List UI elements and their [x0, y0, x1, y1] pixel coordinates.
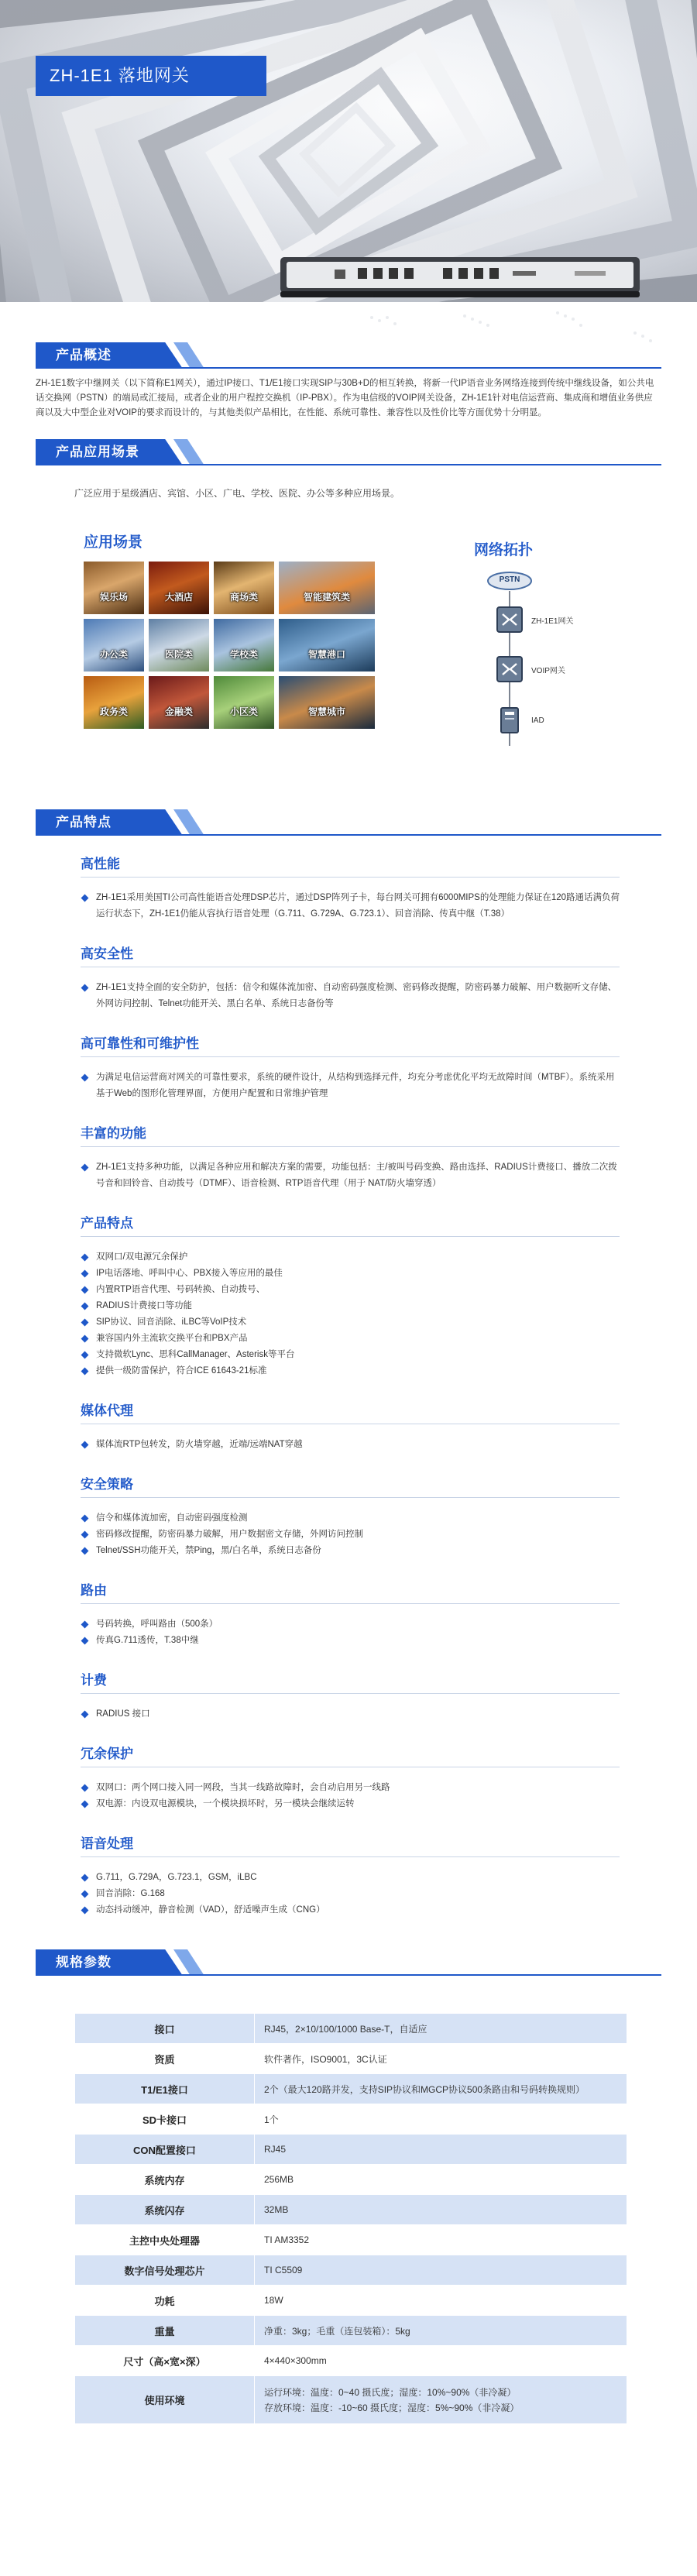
- header-line: [36, 1974, 661, 1976]
- bullet-item: 内置RTP语音代理、号码转换、自动拨号、: [81, 1282, 620, 1298]
- feature-title: 高可靠性和可维护性: [81, 1036, 199, 1051]
- feature-bullets: [0, 1070, 697, 1102]
- voip-node-label: VOIP网关: [531, 667, 565, 675]
- spec-value-multiline: [255, 2376, 627, 2424]
- bullet-item: 为满足电信运营商对网关的可靠性要求，系统的硬件设计，从结构到选择元件，均充分考虑优化平均无故障时间（MTBF）。系统采用基于Web的图形化管理界面，方便用户配置和日常维护管理: [81, 1070, 620, 1102]
- bullet-item: 媒体流RTP包转发，防火墙穿越，近端/远端NAT穿越: [81, 1437, 620, 1453]
- spec-value: 4×440×300mm: [255, 2346, 627, 2376]
- tile-mall: 商场类: [214, 562, 274, 614]
- feature-rich-functions: [0, 1122, 697, 1192]
- feature-bullets: [0, 1706, 697, 1722]
- overview-section: [0, 342, 697, 421]
- feature-high-performance: [0, 853, 697, 922]
- bullet-item: 动态抖动缓冲，静音检测（VAD），舒适噪声生成（CNG）: [81, 1902, 620, 1918]
- feature-bullets: [0, 1510, 697, 1559]
- spec-value: 32MB: [255, 2195, 627, 2225]
- feature-title: 冗余保护: [81, 1747, 133, 1761]
- tile-smart-city: 智慧城市: [279, 676, 375, 729]
- bullet-item: 兼容国内外主流软交换平台和PBX产品: [81, 1331, 620, 1347]
- scenario-intro: 广泛应用于星级酒店、宾馆、小区、广电、学校、医院、办公等多种应用场景。: [74, 488, 400, 499]
- feature-title: 路由: [81, 1583, 107, 1598]
- specs-table-wrap: [0, 2013, 697, 2447]
- spec-key: 尺寸（高×宽×深）: [75, 2346, 255, 2376]
- header-line: [36, 367, 661, 369]
- features-section: [0, 809, 697, 836]
- feature-title: 语音处理: [81, 1836, 133, 1851]
- hero-banner: [0, 0, 697, 302]
- features-header: [36, 809, 661, 836]
- feature-title: 丰富的功能: [81, 1126, 146, 1141]
- feature-reliability: [0, 1032, 697, 1102]
- spec-key: 系统闪存: [75, 2195, 255, 2225]
- bullet-item: IP电话落地、呼叫中心、PBX接入等应用的最佳: [81, 1266, 620, 1282]
- feature-rule: [81, 1236, 620, 1237]
- feature-voice: [0, 1832, 697, 1918]
- feature-rule: [81, 1056, 620, 1057]
- scenario-heading: 产品应用场景: [56, 445, 139, 459]
- feature-title: 媒体代理: [81, 1403, 133, 1418]
- specs-section: [0, 1949, 697, 1976]
- product-title: ZH-1E1 落地网关: [36, 56, 266, 96]
- feature-rule: [81, 1603, 620, 1604]
- feature-title: 产品特点: [81, 1216, 133, 1231]
- spec-value-line: 存放环境：温度：-10~60 摄氏度；湿度：5%~90%（非冷凝）: [264, 2402, 520, 2413]
- spec-row: [75, 2346, 627, 2376]
- feature-bullets: [0, 1616, 697, 1649]
- bullet-item: 双电源：内设双电源模块，一个模块损坏时，另一模块会继续运转: [81, 1796, 620, 1812]
- spec-row: [75, 2255, 627, 2286]
- spec-row: [75, 2376, 627, 2424]
- spec-key: 系统内存: [75, 2165, 255, 2195]
- bullet-item: RADIUS 接口: [81, 1706, 620, 1722]
- spec-row: [75, 2135, 627, 2165]
- spec-key: 功耗: [75, 2286, 255, 2316]
- tile-community: 小区类: [214, 676, 274, 729]
- gateway-device-image: [280, 256, 640, 299]
- tile-smart-port: 智慧港口: [279, 619, 375, 671]
- spec-key: T1/E1接口: [75, 2074, 255, 2104]
- spec-value: 1个: [255, 2104, 627, 2135]
- feature-redundancy: [0, 1743, 697, 1812]
- feature-bullets: [0, 1249, 697, 1379]
- topology-title: 网络拓扑: [474, 542, 534, 558]
- tile-school: 学校类: [214, 619, 274, 671]
- bullet-item: ZH-1E1支持全面的安全防护，包括：信令和媒体流加密、自动密码强度检测、密码修改提醒，防密码暴力破解、用户数据听文存储、外网访问控制、Telnet功能开关、黑白名单、系统日志备份等: [81, 980, 620, 1012]
- tile-hospital: 医院类: [149, 619, 209, 671]
- spec-row: [75, 2316, 627, 2346]
- feature-bullets: [0, 1159, 697, 1192]
- overview-header: [36, 342, 661, 369]
- tile-office: 办公类: [84, 619, 144, 671]
- bullet-item: 传真G.711透传，T.38中继: [81, 1633, 620, 1649]
- feature-product: [0, 1212, 697, 1379]
- bullet-item: ZH-1E1采用美国TI公司高性能语音处理DSP芯片，通过DSP阵列子卡，每台网关可拥有6000MIPS的处理能力保证在120路通话满负荷运行状态下，ZH-1E1仍能从容执行语音处理（G.711、G.729A、G.723.1）、回音消除、传真中继（T.38）: [81, 890, 620, 922]
- feature-blocks: [0, 853, 697, 1918]
- spec-key: 接口: [75, 2014, 255, 2044]
- tile-smart-building: 智能建筑类: [279, 562, 375, 614]
- feature-routing: [0, 1579, 697, 1649]
- bullet-item: Telnet/SSH功能开关，禁Ping，黑/白名单，系统日志备份: [81, 1543, 620, 1559]
- spec-row: [75, 2195, 627, 2225]
- bullet-item: SIP协议、回音消除、iLBC等VoIP技术: [81, 1314, 620, 1331]
- spec-value: TI AM3352: [255, 2225, 627, 2255]
- bullet-item: 双网口：两个网口接入同一网段，当其一线路故障时，会自动启用另一线路: [81, 1780, 620, 1796]
- specs-table: [74, 2013, 627, 2424]
- feature-rule: [81, 1146, 620, 1147]
- bullet-item: ZH-1E1支持多种功能，以满足各种应用和解决方案的需要，功能包括：主/被叫号码变换、路由选择、RADIUS计费接口、播放二次拨号音和回铃音、自动拨号（DTMF）、语音检测、RTP语音代理（用于 NAT/防火墙穿透）: [81, 1159, 620, 1192]
- specs-header: [36, 1949, 661, 1976]
- tile-finance: 金融类: [149, 676, 209, 729]
- overview-text: ZH-1E1数字中继网关（以下简称E1网关），通过IP接口、T1/E1接口实现SIP与30B+D的相互转换，将新一代IP语音业务网络连接到传统中继线设备，如公共电话交换网（PSTN）的端局或汇接局，或者企业的用户程控交换机（IP-PBX）。作为电信级的VOIP网关设备，ZH-1E1针对电信运营商、集成商和增值业务供应商以及大中型企业对VOIP的要求而设计的，与其他类似产品相比，在性能、系统可靠性、兼容性以及性价比等方面优势十分明显。: [36, 379, 654, 417]
- bullet-item: 支持微软Lync、思科CallManager、Asterisk等平台: [81, 1347, 620, 1363]
- tile-entertainment: 娱乐场: [84, 562, 144, 614]
- bullet-item: 信令和媒体流加密，自动密码强度检测: [81, 1510, 620, 1527]
- pstn-label: PSTN: [499, 575, 520, 584]
- gateway-node-icon: [496, 606, 523, 633]
- feature-bullets: [0, 1780, 697, 1812]
- feature-rule: [81, 1856, 620, 1857]
- bullet-item: 密码修改提醒，防密码暴力破解，用户数据密文存储，外网访问控制: [81, 1527, 620, 1543]
- spec-key: SD卡接口: [75, 2104, 255, 2135]
- voip-node-icon: [496, 656, 523, 682]
- spec-value: 软件著作，ISO9001，3C认证: [255, 2044, 627, 2074]
- spec-key: 重量: [75, 2316, 255, 2346]
- application-panel: [0, 515, 697, 840]
- tile-hotel: 大酒店: [149, 562, 209, 614]
- feature-rule: [81, 877, 620, 878]
- feature-bullets: [0, 1870, 697, 1918]
- bullet-item: 双网口/双电源冗余保护: [81, 1249, 620, 1266]
- iad-node-label: IAD: [531, 716, 544, 725]
- gateway-node-label: ZH-1E1网关: [531, 617, 574, 626]
- scenario-section: [0, 439, 697, 501]
- header-line: [36, 834, 661, 836]
- feature-media-proxy: [0, 1400, 697, 1453]
- spec-row: [75, 2044, 627, 2074]
- spec-key: 使用环境: [75, 2376, 255, 2424]
- spec-row: [75, 2074, 627, 2104]
- spec-value-line: 运行环境：温度：0~40 摄氏度；湿度：10%~90%（非冷凝）: [264, 2386, 517, 2398]
- apps-title: 应用场景: [84, 534, 143, 551]
- spec-row: [75, 2104, 627, 2135]
- spec-value: 18W: [255, 2286, 627, 2316]
- features-heading: 产品特点: [56, 815, 112, 829]
- spec-row: [75, 2286, 627, 2316]
- feature-title: 安全策略: [81, 1477, 133, 1492]
- spec-row: [75, 2014, 627, 2044]
- feature-title: 高安全性: [81, 946, 133, 961]
- bullet-item: 号码转换，呼叫路由（500条）: [81, 1616, 620, 1633]
- feature-title: 计费: [81, 1673, 107, 1688]
- spec-key: 主控中央处理器: [75, 2225, 255, 2255]
- feature-bullets: [0, 890, 697, 922]
- iad-node-icon: [500, 707, 519, 733]
- spec-key: 数字信号处理芯片: [75, 2255, 255, 2286]
- feature-billing: [0, 1669, 697, 1722]
- spec-value: RJ45，2×10/100/1000 Base-T，自适应: [255, 2014, 627, 2044]
- spec-key: 资质: [75, 2044, 255, 2074]
- bullet-item: 提供一级防雷保护，符合ICE 61643-21标准: [81, 1363, 620, 1379]
- topology-diagram: [472, 571, 627, 803]
- spec-row: [75, 2225, 627, 2255]
- spec-row: [75, 2165, 627, 2195]
- tile-government: 政务类: [84, 676, 144, 729]
- scenario-tiles: [84, 562, 386, 794]
- specs-heading: 规格参数: [56, 1955, 112, 1970]
- feature-bullets: [0, 980, 697, 1012]
- feature-title: 高性能: [81, 857, 120, 871]
- overview-heading: 产品概述: [56, 348, 112, 362]
- spec-key: CON配置接口: [75, 2135, 255, 2165]
- scenario-header: [36, 439, 661, 465]
- bullet-item: G.711，G.729A，G.723.1，GSM，iLBC: [81, 1870, 620, 1886]
- bullet-item: 回音消除：G.168: [81, 1886, 620, 1902]
- bullet-item: RADIUS计费接口等功能: [81, 1298, 620, 1314]
- spec-value: TI C5509: [255, 2255, 627, 2286]
- feature-security: [0, 943, 697, 1012]
- feature-rule: [81, 1693, 620, 1694]
- spec-value: RJ45: [255, 2135, 627, 2165]
- feature-bullets: [0, 1437, 697, 1453]
- spec-value: 2个（最大120路并发，支持SIP协议和MGCP协议500条路由和号码转换规则）: [255, 2074, 627, 2104]
- spec-value: 净重：3kg；毛重（连包装箱）：5kg: [255, 2316, 627, 2346]
- spec-value: 256MB: [255, 2165, 627, 2195]
- feature-rule: [81, 1497, 620, 1498]
- feature-security-policy: [0, 1473, 697, 1559]
